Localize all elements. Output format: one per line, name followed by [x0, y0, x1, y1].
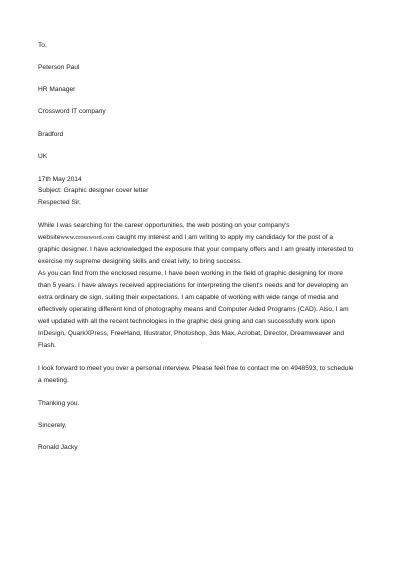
city: Bradford: [38, 131, 64, 138]
company-name: Crossword IT company: [38, 108, 106, 115]
body-line: effectively operating different kind of photography means and Computer Aided Programs (CAD). Also, I am: [38, 306, 349, 313]
body-line: than 5 years. I have always received appreciations for interpreting the client's needs and for developing an: [38, 282, 348, 289]
letter-date: 17th May 2014: [38, 176, 82, 183]
letter-subject: Subject: Graphic designer cover letter: [38, 187, 149, 194]
body-line: extra ordinary de sign, suiting their expectations. I am capable of working with wide range of media and: [38, 294, 339, 301]
country: UK: [38, 153, 48, 160]
closing-line: I look forward to meet you over a personal interview. Please feel free to contact me on 4948593, to schedule: [38, 365, 354, 372]
body-line: Flash.: [38, 342, 56, 349]
salutation-to: To,: [38, 42, 47, 49]
body-line-rest: caught my interest and I am writing to apply my candidacy for the post of a: [116, 234, 334, 241]
body-line: exercise my supreme designing skills and creat ivity, to bring success.: [38, 258, 243, 265]
website-link: www.crossword.com: [60, 234, 115, 241]
closing-line: a meeting.: [38, 377, 69, 384]
thanks-line: Thanking you.: [38, 400, 80, 407]
sender-name: Ronald Jacky: [38, 444, 78, 451]
body-line: As you can find from the enclosed resume, I have been working in the field of graphic designing for more: [38, 270, 343, 277]
recipient-title: HR Manager: [38, 86, 76, 93]
body-line: well updated with all the recent technologies in the graphic desi gning and can successfully work upon: [38, 318, 336, 325]
greeting: Respected Sir,: [38, 199, 81, 206]
body-line: InDesign, QuarkXPress, FreeHand, Illustrator, Photoshop, 3ds Max, Acrobat, Director, Dreamweaver and: [38, 330, 345, 337]
recipient-name: Peterson Paul: [38, 64, 80, 71]
sign-off: Sincerely,: [38, 422, 67, 429]
body-line: While I was searching for the career opportunities, the web posting on your company's: [38, 222, 290, 229]
body-line: graphic designer. I have acknowledged the exposure that your company offers and I am greatly interested to: [38, 246, 354, 253]
body-line-prefix: website: [38, 234, 61, 241]
body-line: [38, 234, 333, 242]
